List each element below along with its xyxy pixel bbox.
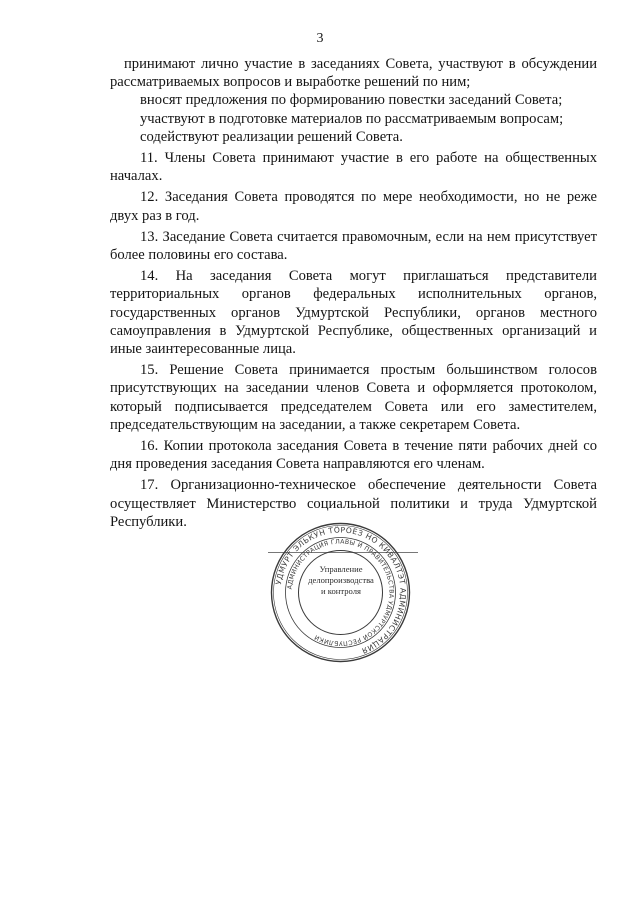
stamp-center-text — [304, 564, 378, 597]
paragraph-decisions-implementation: содействуют реализации решений Совета. — [140, 128, 403, 145]
document-body — [110, 55, 597, 531]
stamp-center-line-2: делопроизводства — [308, 575, 374, 585]
paragraph-materials-preparation: участвуют в подготовке материалов по рассматриваемым вопросам; — [140, 110, 564, 127]
paragraph-item-11: 11. Члены Совета принимают участие в его работе на общественных началах. — [110, 150, 597, 185]
stamp-center-line-1: Управление — [319, 564, 363, 574]
paragraph-item-12: 12. Заседания Совета проводятся по мере необходимости, но не реже двух раз в год. — [110, 189, 597, 224]
stamp-outer-text: УДМУРТ ЭЛЬКУН ТӦРОЕЗ НО КИВАЛТЭТ АДМИНИСТРАЦИЯ — [274, 525, 408, 656]
paragraph-item-17: 17. Организационно-техническое обеспечение деятельности Совета осуществляет Министерство социальной политики и труда Удмуртской Республики. — [110, 477, 597, 530]
stamp-center-line-3: и контроля — [321, 586, 361, 596]
official-stamp — [268, 520, 413, 665]
paragraph-item-14: 14. На заседания Совета могут приглашаться представители территориальных органов федеральных исполнительных органов, государственных органов Удмуртской Республики, органов местного самоуправления в Удмуртской Республике, общественных организаций и иные заинтересованные лица. — [110, 268, 597, 358]
paragraph-item-16: 16. Копии протокола заседания Совета в течение пяти рабочих дней со дня проведения заседания Совета направляются его членам. — [110, 438, 597, 473]
paragraph-agenda-proposals: вносят предложения по формированию повестки заседаний Совета; — [140, 92, 563, 109]
paragraph-item-15: 15. Решение Совета принимается простым большинством голосов присутствующих на заседании членов Совета и оформляется протоколом, который подписывается председателем Совета или его заместителем, председательствующим на заседании, а также секретарем Совета. — [110, 362, 597, 433]
paragraph-council-members-participation: принимают лично участие в заседаниях Совета, участвуют в обсуждении рассматриваемых вопросов и выработке решений по ним; — [110, 56, 597, 91]
paragraph-item-13: 13. Заседание Совета считается правомочным, если на нем присутствует более половины его состава. — [110, 228, 597, 264]
stamp-inner-text: АДМИНИСТРАЦИЯ ГЛАВЫ И ПРАВИТЕЛЬСТВА УДМУРТСКОЙ РЕСПУБЛИКИ — [286, 538, 395, 647]
page-number: 3 — [316, 31, 324, 46]
